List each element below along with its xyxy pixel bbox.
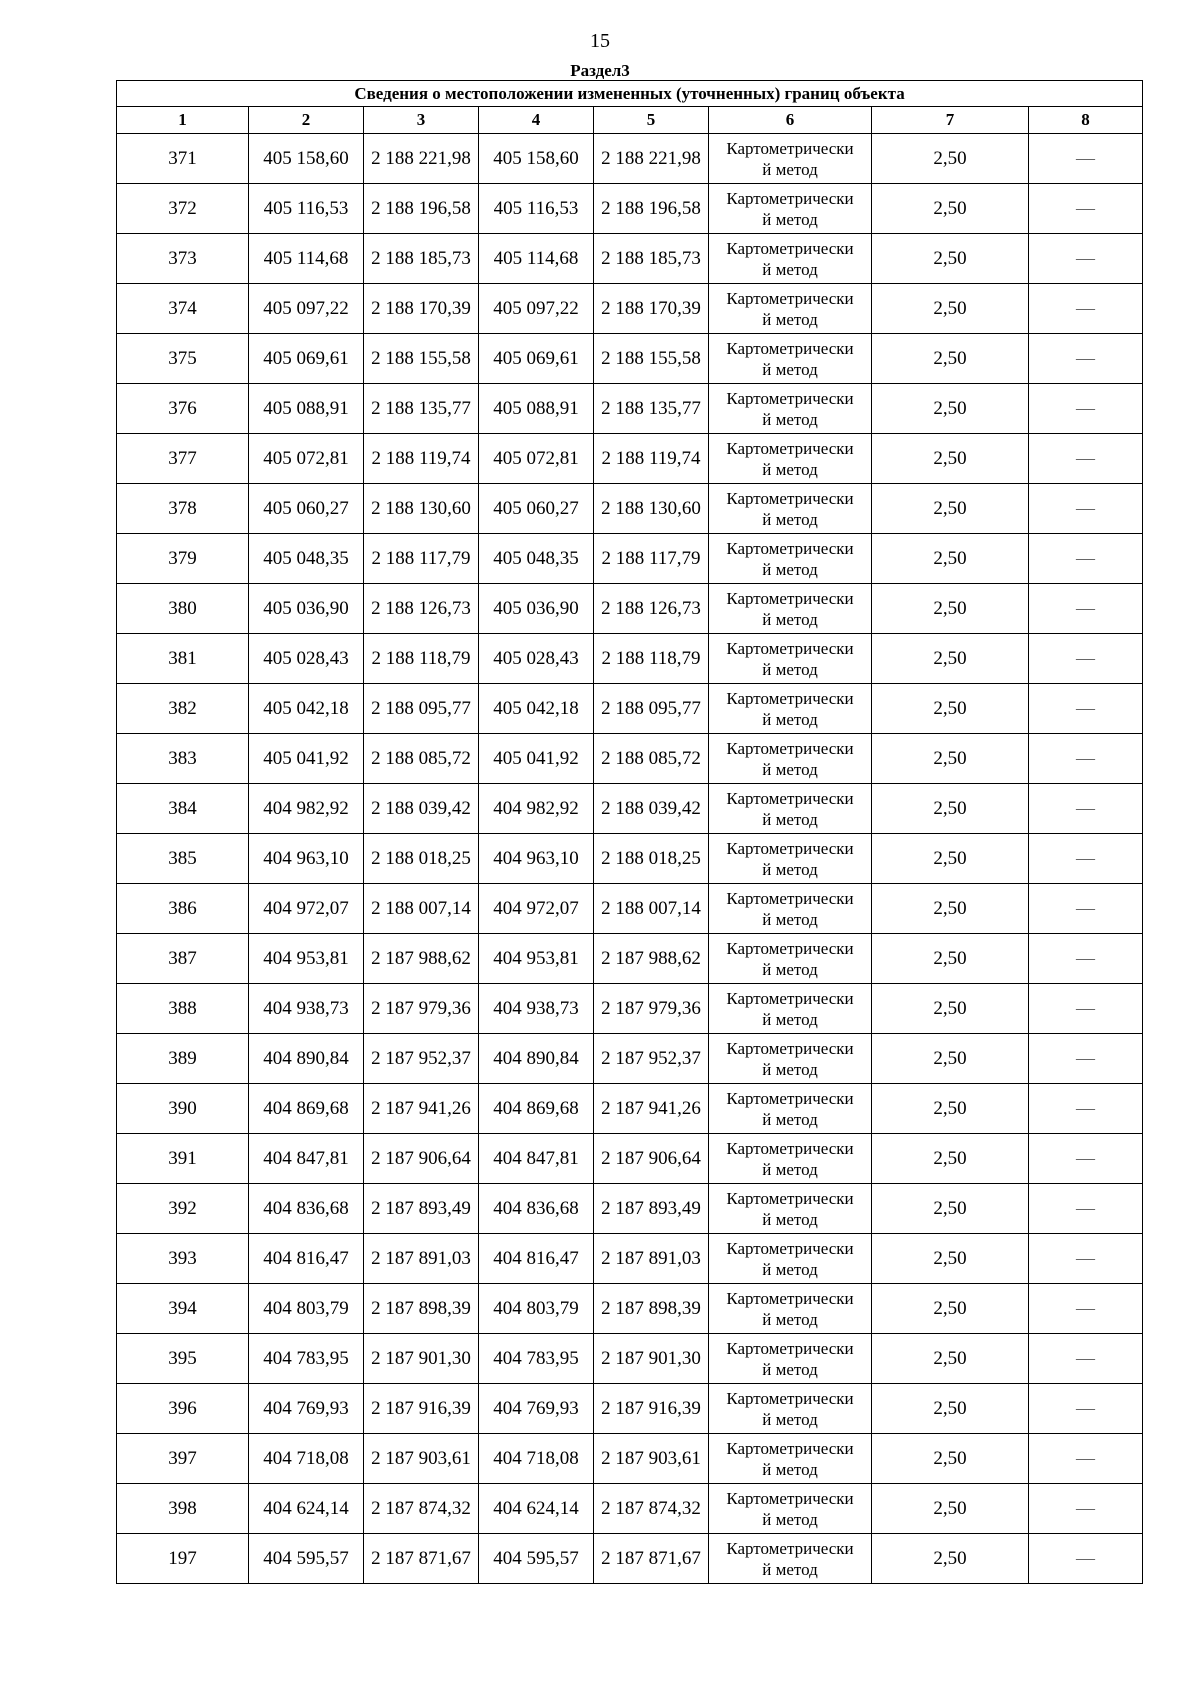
cell-y-coordinate-old: 2 188 130,60 xyxy=(364,484,479,534)
table-row xyxy=(117,584,1143,634)
cell-x-coordinate-old: 404 953,81 xyxy=(249,934,364,984)
table-row xyxy=(117,234,1143,284)
cell-x-coordinate-new: 404 963,10 xyxy=(479,834,594,884)
cell-x-coordinate-old: 405 042,18 xyxy=(249,684,364,734)
cell-y-coordinate-new: 2 188 221,98 xyxy=(594,134,709,184)
cell-accuracy: 2,50 xyxy=(872,384,1029,434)
table-row xyxy=(117,684,1143,734)
cell-y-coordinate-old: 2 188 018,25 xyxy=(364,834,479,884)
cell-y-coordinate-old: 2 187 979,36 xyxy=(364,984,479,1034)
table-row xyxy=(117,1234,1143,1284)
cell-y-coordinate-new: 2 188 126,73 xyxy=(594,584,709,634)
cell-method: Картометрически й метод xyxy=(709,1284,872,1334)
cell-description: — xyxy=(1029,334,1143,384)
section-title: Раздел3 xyxy=(570,61,630,80)
cell-accuracy: 2,50 xyxy=(872,984,1029,1034)
cell-x-coordinate-old: 405 060,27 xyxy=(249,484,364,534)
cell-description: — xyxy=(1029,1534,1143,1584)
cell-x-coordinate-old: 405 158,60 xyxy=(249,134,364,184)
table-row xyxy=(117,934,1143,984)
cell-accuracy: 2,50 xyxy=(872,884,1029,934)
cell-x-coordinate-old: 404 595,57 xyxy=(249,1534,364,1584)
cell-y-coordinate-new: 2 188 007,14 xyxy=(594,884,709,934)
cell-accuracy: 2,50 xyxy=(872,634,1029,684)
cell-accuracy: 2,50 xyxy=(872,334,1029,384)
cell-x-coordinate-new: 404 624,14 xyxy=(479,1484,594,1534)
column-number-2: 2 xyxy=(249,107,364,134)
cell-y-coordinate-new: 2 188 155,58 xyxy=(594,334,709,384)
cell-method: Картометрически й метод xyxy=(709,484,872,534)
cell-description: — xyxy=(1029,1334,1143,1384)
cell-y-coordinate-new: 2 188 118,79 xyxy=(594,634,709,684)
cell-description: — xyxy=(1029,884,1143,934)
column-number-row xyxy=(117,107,1143,134)
cell-y-coordinate-old: 2 187 941,26 xyxy=(364,1084,479,1134)
cell-y-coordinate-old: 2 188 221,98 xyxy=(364,134,479,184)
cell-method: Картометрически й метод xyxy=(709,284,872,334)
cell-y-coordinate-new: 2 187 871,67 xyxy=(594,1534,709,1584)
cell-accuracy: 2,50 xyxy=(872,1234,1029,1284)
cell-y-coordinate-new: 2 187 901,30 xyxy=(594,1334,709,1384)
cell-y-coordinate-new: 2 188 119,74 xyxy=(594,434,709,484)
cell-y-coordinate-old: 2 188 039,42 xyxy=(364,784,479,834)
cell-x-coordinate-new: 404 718,08 xyxy=(479,1434,594,1484)
boundary-coordinates-table xyxy=(116,80,1143,1584)
cell-point-number: 394 xyxy=(117,1284,249,1334)
cell-description: — xyxy=(1029,684,1143,734)
cell-x-coordinate-new: 404 595,57 xyxy=(479,1534,594,1584)
cell-method: Картометрически й метод xyxy=(709,984,872,1034)
cell-accuracy: 2,50 xyxy=(872,1134,1029,1184)
cell-description: — xyxy=(1029,1034,1143,1084)
table-row xyxy=(117,984,1143,1034)
cell-x-coordinate-old: 405 028,43 xyxy=(249,634,364,684)
cell-point-number: 389 xyxy=(117,1034,249,1084)
cell-x-coordinate-old: 405 114,68 xyxy=(249,234,364,284)
cell-x-coordinate-old: 404 803,79 xyxy=(249,1284,364,1334)
column-number-4: 4 xyxy=(479,107,594,134)
cell-accuracy: 2,50 xyxy=(872,1084,1029,1134)
cell-x-coordinate-old: 404 938,73 xyxy=(249,984,364,1034)
cell-x-coordinate-new: 405 088,91 xyxy=(479,384,594,434)
cell-description: — xyxy=(1029,1134,1143,1184)
cell-accuracy: 2,50 xyxy=(872,784,1029,834)
column-number-1: 1 xyxy=(117,107,249,134)
cell-description: — xyxy=(1029,234,1143,284)
cell-method: Картометрически й метод xyxy=(709,134,872,184)
cell-y-coordinate-old: 2 188 119,74 xyxy=(364,434,479,484)
table-row xyxy=(117,334,1143,384)
table-row xyxy=(117,284,1143,334)
cell-x-coordinate-old: 405 072,81 xyxy=(249,434,364,484)
cell-accuracy: 2,50 xyxy=(872,584,1029,634)
cell-y-coordinate-new: 2 187 941,26 xyxy=(594,1084,709,1134)
table-row xyxy=(117,1334,1143,1384)
cell-point-number: 385 xyxy=(117,834,249,884)
cell-point-number: 378 xyxy=(117,484,249,534)
cell-x-coordinate-new: 405 114,68 xyxy=(479,234,594,284)
column-number-7: 7 xyxy=(872,107,1029,134)
cell-y-coordinate-new: 2 187 988,62 xyxy=(594,934,709,984)
cell-point-number: 374 xyxy=(117,284,249,334)
column-number-5: 5 xyxy=(594,107,709,134)
table-row xyxy=(117,184,1143,234)
cell-x-coordinate-old: 405 116,53 xyxy=(249,184,364,234)
cell-method: Картометрически й метод xyxy=(709,534,872,584)
cell-x-coordinate-old: 405 048,35 xyxy=(249,534,364,584)
cell-method: Картометрически й метод xyxy=(709,1334,872,1384)
cell-accuracy: 2,50 xyxy=(872,134,1029,184)
page-number: 15 xyxy=(590,30,610,52)
cell-point-number: 395 xyxy=(117,1334,249,1384)
cell-y-coordinate-old: 2 188 007,14 xyxy=(364,884,479,934)
cell-x-coordinate-new: 404 938,73 xyxy=(479,984,594,1034)
cell-method: Картометрически й метод xyxy=(709,1484,872,1534)
cell-x-coordinate-new: 405 048,35 xyxy=(479,534,594,584)
cell-y-coordinate-old: 2 187 988,62 xyxy=(364,934,479,984)
column-number-3: 3 xyxy=(364,107,479,134)
table-row xyxy=(117,484,1143,534)
cell-accuracy: 2,50 xyxy=(872,1184,1029,1234)
cell-x-coordinate-old: 405 097,22 xyxy=(249,284,364,334)
cell-method: Картометрически й метод xyxy=(709,1384,872,1434)
table-row xyxy=(117,1084,1143,1134)
table-row xyxy=(117,384,1143,434)
cell-description: — xyxy=(1029,784,1143,834)
cell-x-coordinate-old: 405 036,90 xyxy=(249,584,364,634)
cell-method: Картометрически й метод xyxy=(709,1084,872,1134)
cell-y-coordinate-new: 2 188 039,42 xyxy=(594,784,709,834)
cell-description: — xyxy=(1029,934,1143,984)
table-row xyxy=(117,834,1143,884)
cell-method: Картометрически й метод xyxy=(709,334,872,384)
cell-description: — xyxy=(1029,484,1143,534)
cell-method: Картометрически й метод xyxy=(709,634,872,684)
cell-y-coordinate-old: 2 187 871,67 xyxy=(364,1534,479,1584)
cell-description: — xyxy=(1029,1234,1143,1284)
cell-y-coordinate-new: 2 188 085,72 xyxy=(594,734,709,784)
cell-point-number: 393 xyxy=(117,1234,249,1284)
cell-accuracy: 2,50 xyxy=(872,1034,1029,1084)
cell-x-coordinate-new: 404 847,81 xyxy=(479,1134,594,1184)
table-row xyxy=(117,634,1143,684)
table-row xyxy=(117,784,1143,834)
cell-accuracy: 2,50 xyxy=(872,484,1029,534)
table-row xyxy=(117,1434,1143,1484)
table-row xyxy=(117,1284,1143,1334)
cell-method: Картометрически й метод xyxy=(709,884,872,934)
cell-x-coordinate-old: 405 069,61 xyxy=(249,334,364,384)
cell-x-coordinate-old: 405 041,92 xyxy=(249,734,364,784)
cell-point-number: 197 xyxy=(117,1534,249,1584)
cell-x-coordinate-new: 405 158,60 xyxy=(479,134,594,184)
cell-point-number: 384 xyxy=(117,784,249,834)
cell-accuracy: 2,50 xyxy=(872,684,1029,734)
cell-method: Картометрически й метод xyxy=(709,784,872,834)
cell-description: — xyxy=(1029,634,1143,684)
cell-accuracy: 2,50 xyxy=(872,234,1029,284)
cell-y-coordinate-new: 2 188 018,25 xyxy=(594,834,709,884)
cell-x-coordinate-new: 404 803,79 xyxy=(479,1284,594,1334)
cell-description: — xyxy=(1029,1434,1143,1484)
cell-y-coordinate-old: 2 187 906,64 xyxy=(364,1134,479,1184)
cell-y-coordinate-old: 2 188 117,79 xyxy=(364,534,479,584)
cell-accuracy: 2,50 xyxy=(872,1484,1029,1534)
cell-x-coordinate-new: 405 041,92 xyxy=(479,734,594,784)
cell-x-coordinate-old: 404 847,81 xyxy=(249,1134,364,1184)
cell-x-coordinate-new: 404 869,68 xyxy=(479,1084,594,1134)
cell-method: Картометрически й метод xyxy=(709,1184,872,1234)
cell-point-number: 372 xyxy=(117,184,249,234)
cell-description: — xyxy=(1029,1284,1143,1334)
cell-y-coordinate-new: 2 188 196,58 xyxy=(594,184,709,234)
table-row xyxy=(117,1384,1143,1434)
cell-description: — xyxy=(1029,584,1143,634)
cell-method: Картометрически й метод xyxy=(709,834,872,884)
cell-description: — xyxy=(1029,1084,1143,1134)
cell-y-coordinate-new: 2 187 952,37 xyxy=(594,1034,709,1084)
cell-x-coordinate-new: 405 028,43 xyxy=(479,634,594,684)
cell-y-coordinate-old: 2 187 891,03 xyxy=(364,1234,479,1284)
cell-description: — xyxy=(1029,184,1143,234)
cell-method: Картометрически й метод xyxy=(709,684,872,734)
cell-method: Картометрически й метод xyxy=(709,934,872,984)
cell-y-coordinate-old: 2 188 118,79 xyxy=(364,634,479,684)
cell-y-coordinate-old: 2 187 901,30 xyxy=(364,1334,479,1384)
cell-point-number: 386 xyxy=(117,884,249,934)
table-body xyxy=(117,134,1143,1584)
cell-x-coordinate-new: 404 972,07 xyxy=(479,884,594,934)
cell-y-coordinate-new: 2 187 874,32 xyxy=(594,1484,709,1534)
cell-point-number: 373 xyxy=(117,234,249,284)
cell-point-number: 392 xyxy=(117,1184,249,1234)
cell-point-number: 383 xyxy=(117,734,249,784)
table-title: Сведения о местоположении измененных (уточненных) границ объекта xyxy=(117,81,1143,107)
cell-point-number: 376 xyxy=(117,384,249,434)
cell-y-coordinate-new: 2 188 135,77 xyxy=(594,384,709,434)
column-number-6: 6 xyxy=(709,107,872,134)
cell-point-number: 391 xyxy=(117,1134,249,1184)
cell-description: — xyxy=(1029,434,1143,484)
cell-method: Картометрически й метод xyxy=(709,584,872,634)
cell-y-coordinate-new: 2 188 117,79 xyxy=(594,534,709,584)
cell-x-coordinate-new: 405 072,81 xyxy=(479,434,594,484)
table-row xyxy=(117,434,1143,484)
table-row xyxy=(117,534,1143,584)
cell-x-coordinate-old: 404 890,84 xyxy=(249,1034,364,1084)
cell-method: Картометрически й метод xyxy=(709,184,872,234)
cell-y-coordinate-old: 2 188 170,39 xyxy=(364,284,479,334)
cell-point-number: 387 xyxy=(117,934,249,984)
cell-y-coordinate-old: 2 188 095,77 xyxy=(364,684,479,734)
cell-y-coordinate-old: 2 187 952,37 xyxy=(364,1034,479,1084)
cell-accuracy: 2,50 xyxy=(872,734,1029,784)
table-row xyxy=(117,1184,1143,1234)
cell-x-coordinate-new: 404 769,93 xyxy=(479,1384,594,1434)
cell-y-coordinate-new: 2 187 906,64 xyxy=(594,1134,709,1184)
cell-description: — xyxy=(1029,1384,1143,1434)
cell-description: — xyxy=(1029,1184,1143,1234)
cell-y-coordinate-new: 2 187 891,03 xyxy=(594,1234,709,1284)
cell-point-number: 398 xyxy=(117,1484,249,1534)
cell-point-number: 397 xyxy=(117,1434,249,1484)
cell-accuracy: 2,50 xyxy=(872,534,1029,584)
cell-y-coordinate-new: 2 188 185,73 xyxy=(594,234,709,284)
cell-x-coordinate-old: 405 088,91 xyxy=(249,384,364,434)
cell-point-number: 382 xyxy=(117,684,249,734)
cell-description: — xyxy=(1029,984,1143,1034)
cell-x-coordinate-old: 404 816,47 xyxy=(249,1234,364,1284)
cell-x-coordinate-new: 404 982,92 xyxy=(479,784,594,834)
cell-y-coordinate-old: 2 188 126,73 xyxy=(364,584,479,634)
cell-x-coordinate-new: 405 069,61 xyxy=(479,334,594,384)
cell-method: Картометрически й метод xyxy=(709,384,872,434)
cell-method: Картометрически й метод xyxy=(709,234,872,284)
table-row xyxy=(117,1534,1143,1584)
cell-y-coordinate-old: 2 188 196,58 xyxy=(364,184,479,234)
cell-y-coordinate-new: 2 187 898,39 xyxy=(594,1284,709,1334)
cell-point-number: 381 xyxy=(117,634,249,684)
cell-method: Картометрически й метод xyxy=(709,1234,872,1284)
cell-accuracy: 2,50 xyxy=(872,284,1029,334)
cell-x-coordinate-old: 404 836,68 xyxy=(249,1184,364,1234)
cell-x-coordinate-old: 404 769,93 xyxy=(249,1384,364,1434)
cell-accuracy: 2,50 xyxy=(872,1334,1029,1384)
cell-description: — xyxy=(1029,534,1143,584)
cell-point-number: 377 xyxy=(117,434,249,484)
cell-x-coordinate-old: 404 718,08 xyxy=(249,1434,364,1484)
cell-y-coordinate-old: 2 188 185,73 xyxy=(364,234,479,284)
cell-description: — xyxy=(1029,384,1143,434)
cell-accuracy: 2,50 xyxy=(872,1384,1029,1434)
cell-accuracy: 2,50 xyxy=(872,184,1029,234)
cell-point-number: 375 xyxy=(117,334,249,384)
cell-x-coordinate-new: 404 836,68 xyxy=(479,1184,594,1234)
cell-y-coordinate-old: 2 187 893,49 xyxy=(364,1184,479,1234)
cell-x-coordinate-old: 404 783,95 xyxy=(249,1334,364,1384)
cell-accuracy: 2,50 xyxy=(872,934,1029,984)
cell-x-coordinate-old: 404 982,92 xyxy=(249,784,364,834)
cell-x-coordinate-new: 405 042,18 xyxy=(479,684,594,734)
table-row xyxy=(117,734,1143,784)
table-row xyxy=(117,1134,1143,1184)
cell-x-coordinate-new: 405 116,53 xyxy=(479,184,594,234)
table-row xyxy=(117,134,1143,184)
cell-description: — xyxy=(1029,134,1143,184)
table-row xyxy=(117,1484,1143,1534)
cell-y-coordinate-new: 2 188 170,39 xyxy=(594,284,709,334)
cell-y-coordinate-old: 2 187 898,39 xyxy=(364,1284,479,1334)
cell-accuracy: 2,50 xyxy=(872,834,1029,884)
cell-x-coordinate-old: 404 972,07 xyxy=(249,884,364,934)
cell-method: Картометрически й метод xyxy=(709,1034,872,1084)
cell-description: — xyxy=(1029,1484,1143,1534)
cell-accuracy: 2,50 xyxy=(872,1434,1029,1484)
cell-point-number: 379 xyxy=(117,534,249,584)
cell-method: Картометрически й метод xyxy=(709,1534,872,1584)
cell-x-coordinate-new: 405 036,90 xyxy=(479,584,594,634)
cell-description: — xyxy=(1029,834,1143,884)
cell-y-coordinate-new: 2 187 979,36 xyxy=(594,984,709,1034)
cell-y-coordinate-new: 2 188 130,60 xyxy=(594,484,709,534)
cell-y-coordinate-old: 2 188 085,72 xyxy=(364,734,479,784)
cell-method: Картометрически й метод xyxy=(709,734,872,784)
cell-y-coordinate-old: 2 187 874,32 xyxy=(364,1484,479,1534)
cell-x-coordinate-new: 405 097,22 xyxy=(479,284,594,334)
cell-point-number: 371 xyxy=(117,134,249,184)
cell-accuracy: 2,50 xyxy=(872,434,1029,484)
cell-y-coordinate-old: 2 188 155,58 xyxy=(364,334,479,384)
cell-accuracy: 2,50 xyxy=(872,1284,1029,1334)
cell-accuracy: 2,50 xyxy=(872,1534,1029,1584)
cell-x-coordinate-new: 405 060,27 xyxy=(479,484,594,534)
cell-y-coordinate-new: 2 187 903,61 xyxy=(594,1434,709,1484)
cell-y-coordinate-old: 2 187 903,61 xyxy=(364,1434,479,1484)
cell-method: Картометрически й метод xyxy=(709,434,872,484)
cell-y-coordinate-new: 2 187 916,39 xyxy=(594,1384,709,1434)
table-row xyxy=(117,1034,1143,1084)
cell-x-coordinate-new: 404 890,84 xyxy=(479,1034,594,1084)
cell-point-number: 380 xyxy=(117,584,249,634)
cell-description: — xyxy=(1029,284,1143,334)
column-number-8: 8 xyxy=(1029,107,1143,134)
cell-x-coordinate-old: 404 869,68 xyxy=(249,1084,364,1134)
cell-y-coordinate-new: 2 188 095,77 xyxy=(594,684,709,734)
cell-x-coordinate-new: 404 953,81 xyxy=(479,934,594,984)
cell-x-coordinate-old: 404 624,14 xyxy=(249,1484,364,1534)
cell-x-coordinate-old: 404 963,10 xyxy=(249,834,364,884)
cell-point-number: 390 xyxy=(117,1084,249,1134)
cell-method: Картометрически й метод xyxy=(709,1134,872,1184)
cell-point-number: 396 xyxy=(117,1384,249,1434)
cell-description: — xyxy=(1029,734,1143,784)
cell-method: Картометрически й метод xyxy=(709,1434,872,1484)
table-row xyxy=(117,884,1143,934)
cell-y-coordinate-old: 2 187 916,39 xyxy=(364,1384,479,1434)
cell-x-coordinate-new: 404 816,47 xyxy=(479,1234,594,1284)
cell-x-coordinate-new: 404 783,95 xyxy=(479,1334,594,1384)
cell-point-number: 388 xyxy=(117,984,249,1034)
cell-y-coordinate-new: 2 187 893,49 xyxy=(594,1184,709,1234)
cell-y-coordinate-old: 2 188 135,77 xyxy=(364,384,479,434)
